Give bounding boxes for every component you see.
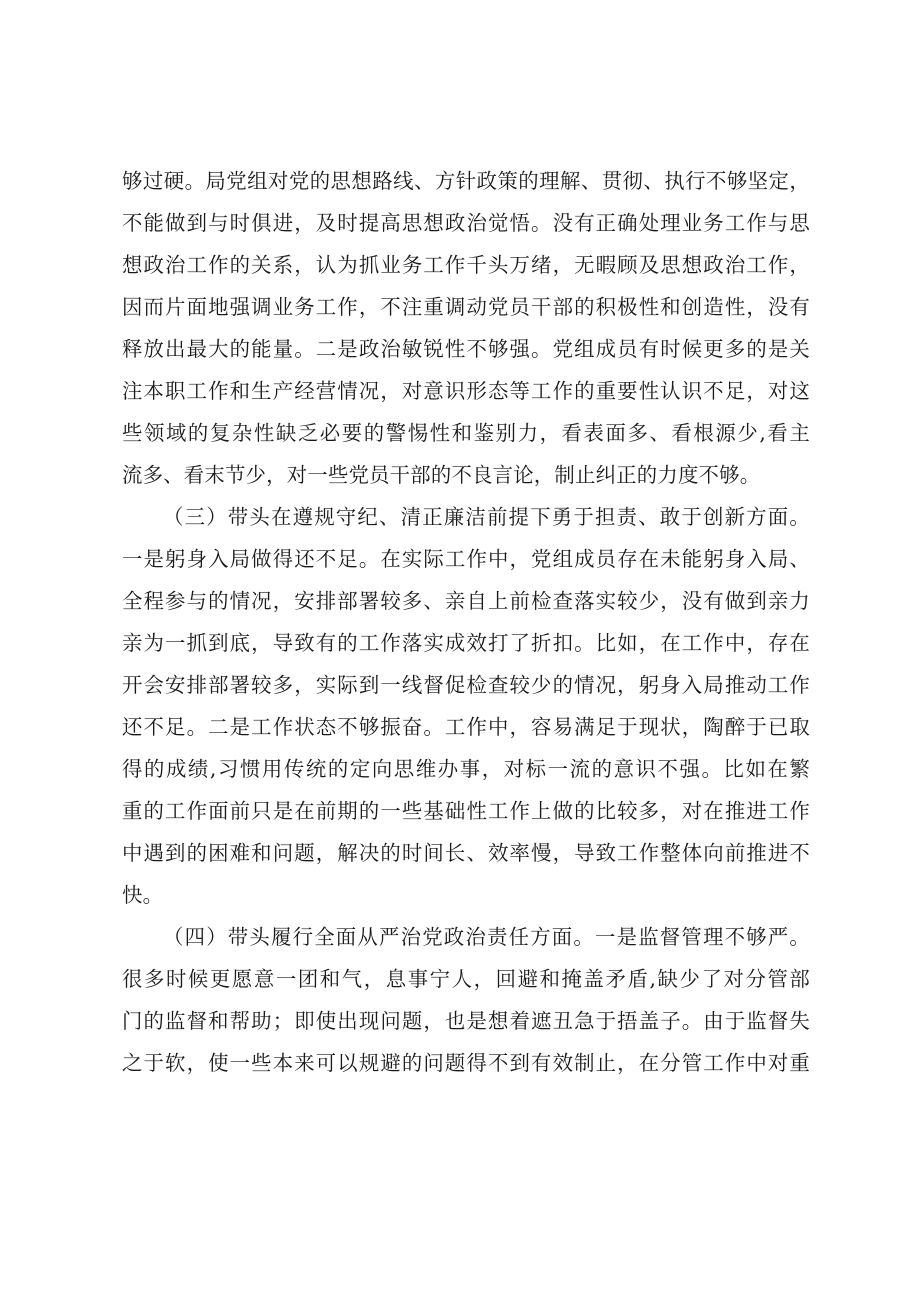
text-line: 之于软，使一些本来可以规避的问题得不到有效制止，在分管工作中对重 xyxy=(122,1051,810,1075)
text-line: 全程参与的情况，安排部署较多、亲自上前检查落实较少，没有做到亲力 xyxy=(122,589,810,613)
text-line: 重的工作面前只是在前期的一些基础性工作上做的比较多，对在推进工作 xyxy=(122,799,810,823)
section-heading-4: （四）带头履行全面从严治党政治责任方面。一是监督管理不够严。 xyxy=(163,925,810,949)
text-line: 流多、看末节少，对一些党员干部的不良言论，制止纠正的力度不够。 xyxy=(122,463,761,487)
text-line: 因而片面地强调业务工作，不注重调动党员干部的积极性和创造性，没有 xyxy=(122,295,810,319)
section-heading-3: （三）带头在遵规守纪、清正廉洁前提下勇于担责、敢于创新方面。 xyxy=(163,505,810,529)
text-line: 释放出最大的能量。二是政治敏锐性不够强。党组成员有时候更多的是关 xyxy=(122,337,810,361)
text-line: 不能做到与时俱进，及时提高思想政治觉悟。没有正确处理业务工作与思 xyxy=(122,211,810,235)
text-line: 中遇到的困难和问题，解决的时间长、效率慢，导致工作整体向前推进不 xyxy=(122,841,810,865)
text-line: 还不足。二是工作状态不够振奋。工作中，容易满足于现状，陶醉于已取 xyxy=(122,715,810,739)
text-line: 够过硬。局党组对党的思想路线、方针政策的理解、贯彻、执行不够坚定， xyxy=(122,169,810,193)
text-line: 开会安排部署较多，实际到一线督促检查较少的情况，躬身入局推动工作 xyxy=(122,673,810,697)
text-line: 得的成绩,习惯用传统的定向思维办事，对标一流的意识不强。比如在繁 xyxy=(122,757,810,781)
text-line: 很多时候更愿意一团和气，息事宁人，回避和掩盖矛盾,缺少了对分管部 xyxy=(122,967,810,991)
text-line: 一是躬身入局做得还不足。在实际工作中，党组成员存在未能躬身入局、 xyxy=(122,547,810,571)
text-line: 亲为一抓到底，导致有的工作落实成效打了折扣。比如，在工作中，存在 xyxy=(122,631,810,655)
body-text xyxy=(122,160,810,1084)
text-line: 些领域的复杂性缺乏必要的警惕性和鉴别力，看表面多、看根源少,看主 xyxy=(122,421,810,445)
text-line: 快。 xyxy=(122,883,164,907)
text-line: 想政治工作的关系，认为抓业务工作千头万绪，无暇顾及思想政治工作， xyxy=(122,253,810,277)
text-line: 门的监督和帮助；即使出现问题，也是想着遮丑急于捂盖子。由于监督失 xyxy=(122,1009,810,1033)
text-line: 注本职工作和生产经营情况，对意识形态等工作的重要性认识不足，对这 xyxy=(122,379,810,403)
